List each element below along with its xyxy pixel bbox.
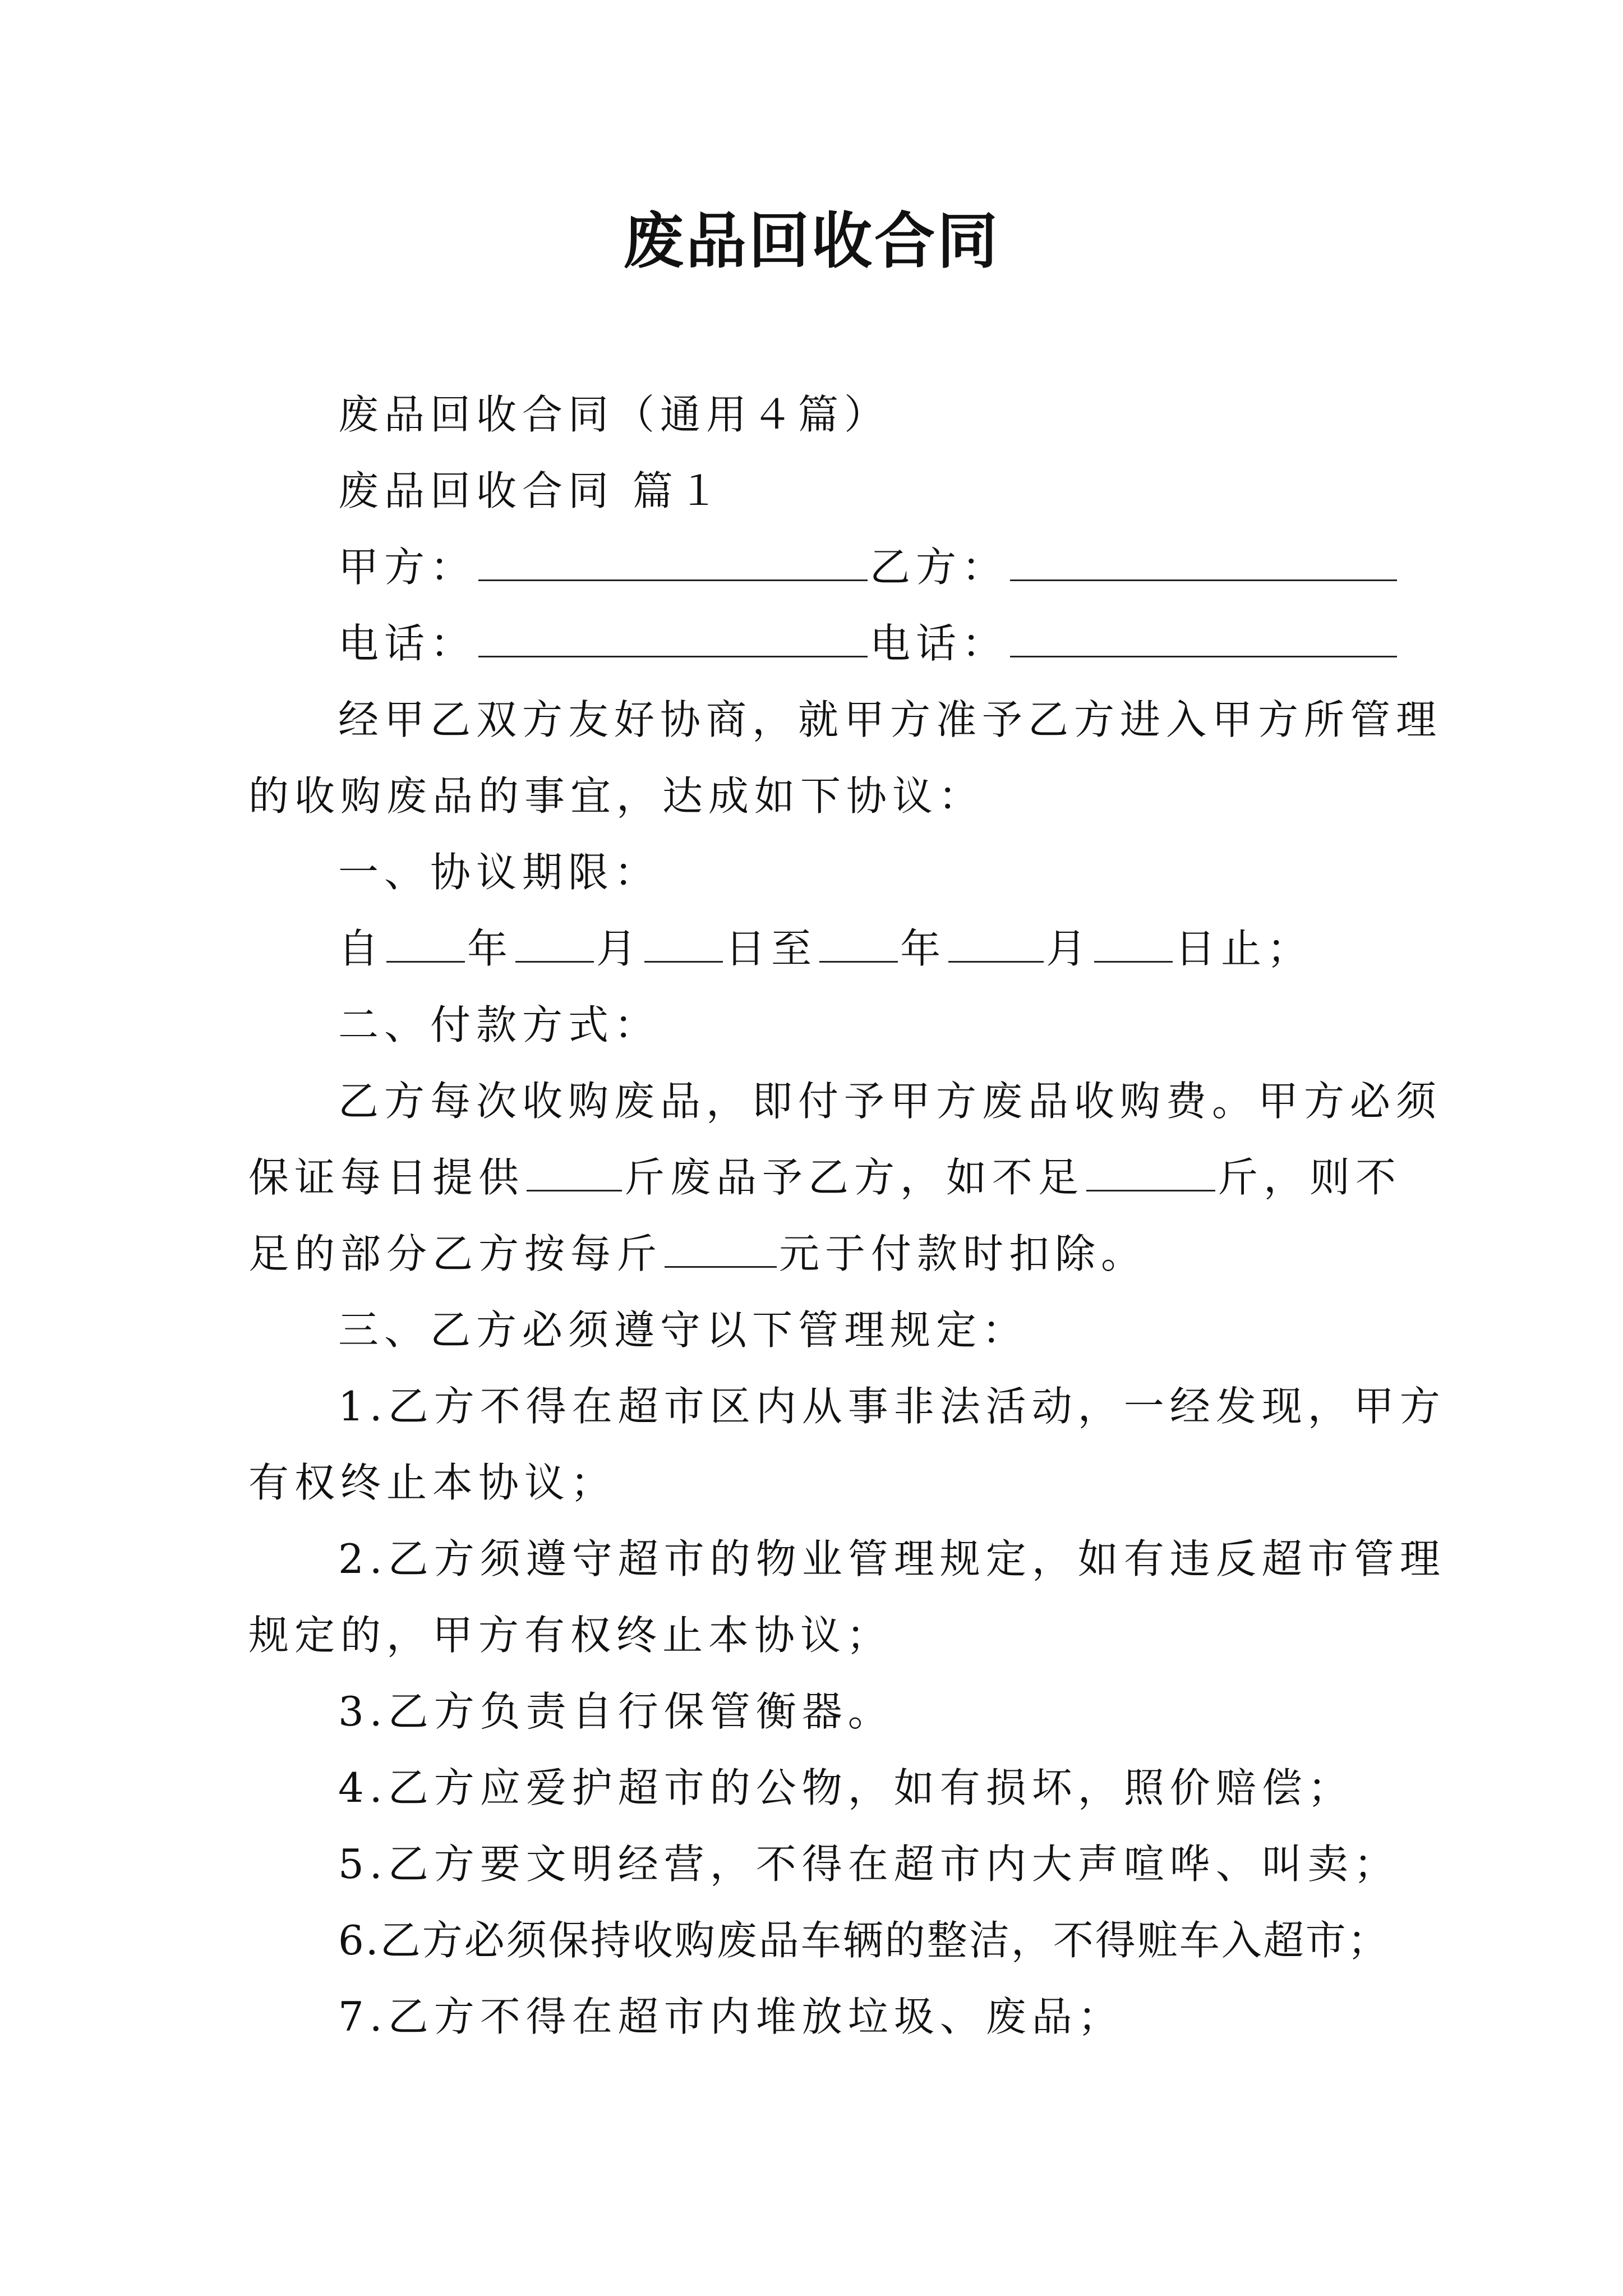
deduction-label: 足的部分乙方按每斤 [248, 1230, 663, 1277]
end-day-label: 日止； [1175, 925, 1313, 972]
document-title: 废品回收合同 [623, 206, 1000, 277]
payment-line-2 [248, 1147, 1401, 1208]
rule-6: 6.乙方必须保持收购废品车辆的整洁，不得赃车入超市； [338, 1917, 1390, 1964]
end-day-blank[interactable] [1094, 921, 1173, 963]
phone-b-label: 电话： [870, 620, 1008, 667]
rule-3: 3.乙方负责自行保管衡器。 [338, 1688, 894, 1735]
section-heading-payment: 二、付款方式： [338, 1001, 661, 1048]
payment-line-3 [248, 1223, 1147, 1285]
section-heading-term: 一、协议期限： [338, 849, 661, 896]
start-year-label: 年 [467, 925, 514, 972]
end-month-label: 月 [1046, 925, 1092, 972]
intro-paragraph-line-1: 经甲乙双方友好协商，就甲方准予乙方进入甲方所管理 [338, 696, 1442, 743]
intro-paragraph-line-2: 的收购废品的事宜，达成如下协议： [248, 772, 985, 820]
party-a-blank[interactable] [478, 539, 868, 581]
rule-4: 4.乙方应爱护超市的公物，如有损坏，照价赔偿； [338, 1764, 1354, 1811]
start-year-blank[interactable] [386, 921, 465, 963]
term-line [338, 918, 1313, 979]
section-heading-rules: 三、乙方必须遵守以下管理规定： [338, 1306, 1029, 1354]
phone-a-label: 电话： [338, 620, 477, 667]
party-a-label: 甲方： [338, 544, 477, 591]
end-year-label: 年 [900, 925, 947, 972]
rule-1-line-2: 有权终止本协议； [248, 1459, 617, 1506]
start-month-blank[interactable] [515, 921, 594, 963]
party-b-label: 乙方： [870, 544, 1008, 591]
rule-5: 5.乙方要文明经营，不得在超市内大声喧哗、叫卖； [338, 1841, 1400, 1888]
start-day-blank[interactable] [644, 921, 723, 963]
start-day-label: 日至 [725, 925, 818, 972]
daily-jin-blank[interactable] [527, 1149, 622, 1191]
price-per-jin-blank[interactable] [665, 1226, 777, 1268]
rule-1-line-1: 1.乙方不得在超市区内从事非法活动，一经发现，甲方 [338, 1383, 1446, 1430]
shortfall-tail-label: 斤，则不 [1218, 1154, 1402, 1201]
term-from-label: 自 [338, 925, 385, 972]
parties-line [338, 536, 1399, 598]
deduction-tail-label: 元于付款时扣除。 [779, 1230, 1147, 1277]
rule-2-line-1: 2.乙方须遵守超市的物业管理规定，如有违反超市管理 [338, 1535, 1446, 1582]
shortfall-jin-blank[interactable] [1086, 1149, 1215, 1191]
party-b-blank[interactable] [1010, 539, 1397, 581]
rule-7: 7.乙方不得在超市内堆放垃圾、废品； [338, 1993, 1124, 2040]
daily-supply-label: 保证每日提供 [248, 1154, 525, 1201]
phone-b-blank[interactable] [1010, 615, 1397, 657]
end-month-blank[interactable] [948, 921, 1044, 963]
end-year-blank[interactable] [819, 921, 898, 963]
phones-line [338, 613, 1399, 674]
shortfall-label: 斤废品予乙方，如不足 [624, 1154, 1085, 1201]
phone-a-blank[interactable] [478, 615, 868, 657]
collection-heading: 废品回收合同（通用４篇） [338, 391, 891, 438]
rule-2-line-2: 规定的，甲方有权终止本协议； [248, 1612, 893, 1659]
start-month-label: 月 [596, 925, 643, 972]
part-heading: 废品回收合同 篇１ [338, 467, 725, 514]
payment-line-1: 乙方每次收购废品，即付予甲方废品收购费。甲方必须 [338, 1078, 1442, 1125]
